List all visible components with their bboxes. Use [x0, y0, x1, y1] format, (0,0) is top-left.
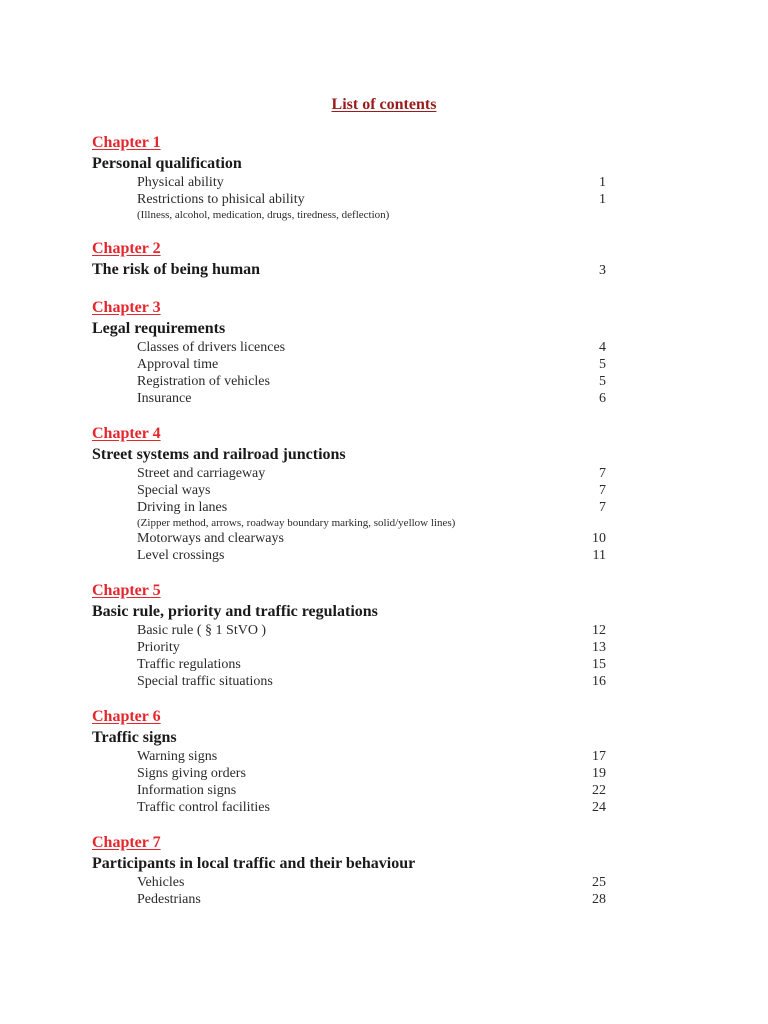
entry-page: 7	[599, 500, 606, 515]
entry-page: 5	[599, 374, 606, 389]
entry-page: 16	[592, 674, 606, 689]
chapter-3	[92, 297, 612, 407]
entry-page: 4	[599, 340, 606, 355]
entry-page: 11	[592, 548, 606, 563]
entry-text: Special ways	[137, 483, 211, 498]
entry-text: Insurance	[137, 391, 192, 406]
toc-entry	[92, 373, 612, 390]
toc-entry	[92, 339, 612, 356]
entry-text: Special traffic situations	[137, 674, 273, 689]
entry-page: 22	[592, 783, 606, 798]
entry-text: Classes of drivers licences	[137, 340, 286, 355]
entry-text: Pedestrians	[137, 892, 201, 907]
entry-page: 1	[599, 192, 606, 207]
toc-entry	[92, 748, 612, 765]
toc-entry	[92, 622, 612, 639]
toc-entry	[92, 656, 612, 673]
entry-page: 19	[592, 766, 606, 781]
entry-text: Signs giving orders	[137, 766, 246, 781]
chapter-heading	[92, 445, 612, 465]
chapter-label: Chapter 7	[92, 834, 161, 851]
toc-entry	[92, 874, 612, 891]
entry-page: 6	[599, 391, 606, 406]
entry-page: 7	[599, 483, 606, 498]
entry-text: Registration of vehicles	[137, 374, 270, 389]
entry-text: Warning signs	[137, 749, 218, 764]
entry-page: 12	[592, 623, 606, 638]
toc-entry	[92, 191, 612, 208]
entry-list	[92, 339, 612, 407]
toc-entry	[92, 639, 612, 656]
entry-text: Motorways and clearways	[137, 531, 284, 546]
toc-entry	[92, 465, 612, 482]
entry-text: Vehicles	[137, 875, 185, 890]
chapter-heading	[92, 728, 612, 748]
chapter-label: Chapter 4	[92, 425, 161, 442]
entry-note: (Illness, alcohol, medication, drugs, tiredness, deflection)	[137, 209, 390, 221]
toc-entry	[92, 499, 612, 516]
toc-entry	[92, 673, 612, 690]
chapter-label: Chapter 5	[92, 582, 161, 599]
entry-text: Traffic regulations	[137, 657, 241, 672]
chapter-heading-page: 3	[599, 263, 606, 278]
entry-text: Priority	[137, 640, 180, 655]
entry-text: Information signs	[137, 783, 237, 798]
chapter-heading-text: Legal requirements	[92, 320, 226, 337]
chapter-heading-text: Traffic signs	[92, 729, 177, 746]
entry-text: Approval time	[137, 357, 219, 372]
entry-text: Traffic control facilities	[137, 800, 270, 815]
entry-page: 13	[592, 640, 606, 655]
entry-text: Driving in lanes	[137, 500, 228, 515]
entry-page: 25	[592, 875, 606, 890]
toc-entry	[92, 799, 612, 816]
entry-page: 7	[599, 466, 606, 481]
entry-page: 28	[592, 892, 606, 907]
entry-text: Restrictions to phisical ability	[137, 192, 305, 207]
entry-page: 5	[599, 357, 606, 372]
chapter-2	[92, 238, 612, 281]
entry-text: Physical ability	[137, 175, 224, 190]
chapter-heading	[92, 154, 612, 174]
chapter-4	[92, 423, 612, 564]
chapter-label: Chapter 1	[92, 134, 161, 151]
toc-entry	[92, 174, 612, 191]
entry-page: 15	[592, 657, 606, 672]
chapter-heading	[92, 260, 612, 281]
toc-entry	[92, 390, 612, 407]
entry-page: 1	[599, 175, 606, 190]
toc-entry	[92, 530, 612, 547]
title-text: List of contents	[331, 96, 437, 113]
chapter-1	[92, 132, 612, 222]
entry-list	[92, 622, 612, 690]
chapter-heading	[92, 319, 612, 339]
chapter-label: Chapter 3	[92, 299, 161, 316]
entry-list	[92, 748, 612, 816]
entry-page: 24	[592, 800, 606, 815]
entry-list	[92, 465, 612, 564]
entry-text: Street and carriageway	[137, 466, 266, 481]
entry-list	[92, 174, 612, 222]
page-title	[0, 95, 768, 115]
chapter-heading-text: Street systems and railroad junctions	[92, 446, 346, 463]
toc-entry	[92, 765, 612, 782]
chapter-heading-text: Basic rule, priority and traffic regulations	[92, 603, 378, 620]
entry-list	[92, 874, 612, 908]
toc-entry	[92, 482, 612, 499]
chapter-heading-text: The risk of being human	[92, 261, 261, 278]
chapter-5	[92, 580, 612, 690]
toc-entry	[92, 891, 612, 908]
entry-text: Basic rule ( § 1 StVO )	[137, 623, 267, 638]
chapter-7	[92, 832, 612, 908]
chapter-label: Chapter 6	[92, 708, 161, 725]
entry-note: (Zipper method, arrows, roadway boundary marking, solid/yellow lines)	[137, 517, 456, 529]
entry-page: 17	[592, 749, 606, 764]
table-of-contents	[92, 132, 612, 924]
chapter-heading	[92, 602, 612, 622]
toc-entry	[92, 356, 612, 373]
chapter-heading	[92, 854, 612, 874]
chapter-label: Chapter 2	[92, 240, 161, 257]
chapter-heading-text: Personal qualification	[92, 155, 242, 172]
toc-entry	[92, 782, 612, 799]
chapter-heading-text: Participants in local traffic and their behaviour	[92, 855, 416, 872]
entry-page: 10	[592, 531, 606, 546]
chapter-6	[92, 706, 612, 816]
toc-entry	[92, 547, 612, 564]
entry-text: Level crossings	[137, 548, 225, 563]
